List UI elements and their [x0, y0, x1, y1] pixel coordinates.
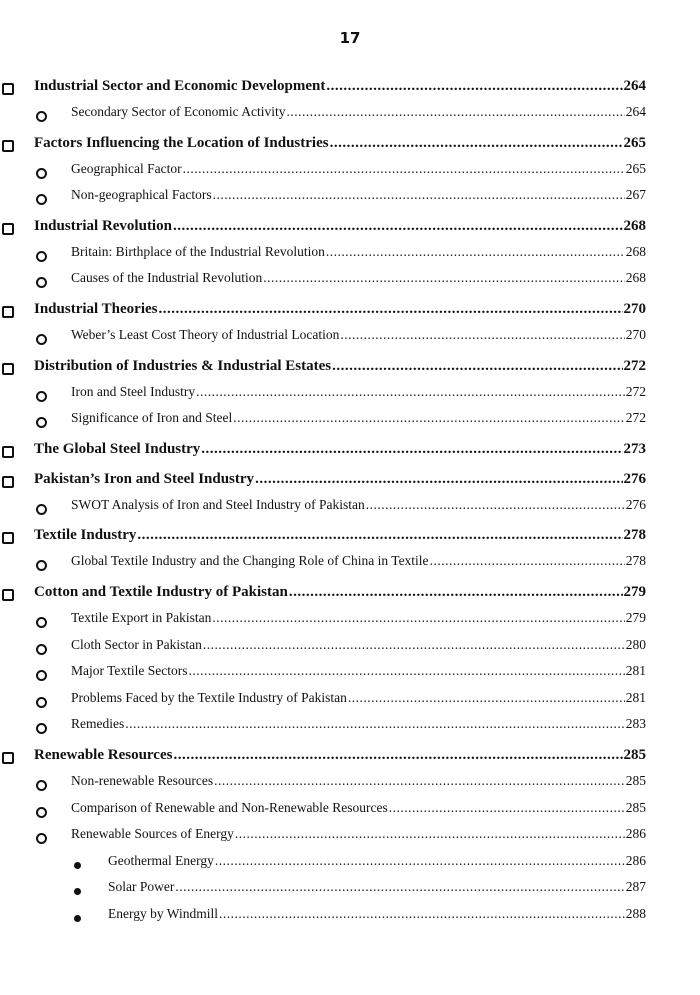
- toc-heading: [0, 747, 700, 773]
- circle-bullet-icon: [36, 670, 47, 681]
- toc-entry-title: Industrial Theories: [34, 300, 158, 317]
- circle-bullet-icon: [36, 780, 47, 791]
- dot-bullet-icon: [74, 915, 81, 922]
- toc-entry-title: Cotton and Textile Industry of Pakistan: [34, 583, 288, 600]
- toc-entry-page: 264: [625, 104, 646, 119]
- toc-subentry: [0, 553, 700, 580]
- square-bullet-icon: [2, 752, 14, 764]
- toc-entry-title: The Global Steel Industry: [34, 440, 201, 457]
- toc-subentry: [0, 826, 700, 853]
- circle-bullet-icon: [36, 560, 47, 571]
- toc-entry-page: 279: [623, 583, 646, 600]
- toc-entry-page: 268: [625, 270, 646, 286]
- toc-entry-page: 285: [625, 799, 646, 815]
- toc-entry-title: Global Textile Industry and the Changing Role of China in Textile: [71, 553, 429, 569]
- dot-leader: [173, 218, 623, 235]
- circle-bullet-icon: [36, 504, 47, 515]
- dot-leader: [348, 690, 625, 706]
- toc-entry-title: Energy by Windmill: [108, 905, 218, 921]
- dot-leader: [326, 78, 622, 95]
- toc-entry-page: 287: [625, 879, 646, 895]
- dot-leader: [326, 244, 625, 260]
- toc-entry-title: Non-geographical Factors: [71, 187, 212, 203]
- toc-entry-title: Industrial Revolution: [34, 217, 172, 234]
- dot-leader: [173, 747, 622, 764]
- dot-leader: [159, 301, 623, 318]
- toc-entry-title: Renewable Sources of Energy: [71, 826, 234, 842]
- toc-entry-page: 265: [625, 160, 646, 176]
- toc-entry-page: 267: [625, 187, 646, 203]
- toc-entry-title: Problems Faced by the Textile Industry of Pakistan: [71, 689, 347, 705]
- toc-subentry: [0, 637, 700, 664]
- toc-entry-title: Comparison of Renewable and Non-Renewable Resources: [71, 799, 388, 815]
- circle-bullet-icon: [36, 194, 47, 205]
- toc-entry-page: 285: [623, 746, 646, 763]
- square-bullet-icon: [2, 223, 14, 235]
- toc-subentry: [0, 800, 700, 827]
- toc-entry-page: 288: [625, 905, 646, 921]
- toc-heading: [0, 301, 700, 327]
- square-bullet-icon: [2, 83, 14, 95]
- dot-leader: [215, 853, 625, 869]
- dot-bullet-icon: [74, 888, 81, 895]
- toc-entry-title: Geothermal Energy: [108, 852, 214, 868]
- toc-entry-title: Industrial Sector and Economic Development: [34, 78, 326, 94]
- toc-entry-page: 270: [623, 300, 646, 317]
- dot-leader: [183, 161, 625, 177]
- dot-leader: [137, 527, 622, 544]
- dot-leader: [219, 906, 625, 922]
- toc-entry-page: 276: [623, 470, 646, 487]
- toc-entry-title: Textile Export in Pakistan: [71, 609, 212, 625]
- toc-subentry: [0, 610, 700, 637]
- dot-leader: [286, 104, 624, 120]
- toc-heading: [0, 471, 700, 497]
- toc-entry-title: Textile Industry: [34, 527, 137, 544]
- toc-entry-title: Major Textile Sectors: [71, 663, 188, 679]
- dot-leader: [213, 187, 625, 203]
- toc-subentry: [0, 410, 700, 437]
- dot-leader: [175, 879, 624, 895]
- toc-entry-page: 281: [625, 689, 646, 705]
- toc-subentry: [0, 244, 700, 271]
- toc-subentry: [0, 104, 700, 131]
- toc-entry-page: 270: [625, 326, 646, 342]
- circle-bullet-icon: [36, 111, 47, 122]
- circle-bullet-icon: [36, 417, 47, 428]
- toc-entry-page: 264: [623, 78, 646, 94]
- toc-subentry: [0, 187, 700, 214]
- circle-bullet-icon: [36, 723, 47, 734]
- toc-subsubentry: [0, 853, 700, 880]
- circle-bullet-icon: [36, 617, 47, 628]
- toc-entry-page: 272: [625, 410, 646, 426]
- dot-leader: [235, 826, 625, 842]
- toc-entry-title: Britain: Birthplace of the Industrial Revolution: [71, 243, 325, 259]
- dot-leader: [389, 800, 625, 816]
- page-number: 17: [339, 29, 361, 47]
- dot-leader: [125, 716, 625, 732]
- toc-entry-title: Factors Influencing the Location of Industries: [34, 134, 329, 151]
- toc-entry-title: Iron and Steel Industry: [71, 383, 196, 399]
- toc-subentry: [0, 663, 700, 690]
- circle-bullet-icon: [36, 697, 47, 708]
- toc-entry-title: Non-renewable Resources: [71, 772, 214, 788]
- toc-entry-page: 278: [623, 527, 646, 544]
- toc-subsubentry: [0, 906, 700, 933]
- square-bullet-icon: [2, 363, 14, 375]
- square-bullet-icon: [2, 476, 14, 488]
- toc-entry-title: Distribution of Industries & Industrial Estates: [34, 357, 332, 374]
- dot-leader: [430, 553, 625, 569]
- toc-heading: [0, 358, 700, 384]
- dot-bullet-icon: [74, 862, 81, 869]
- toc-entry-title: Weber’s Least Cost Theory of Industrial Location: [71, 326, 340, 342]
- circle-bullet-icon: [36, 251, 47, 262]
- toc-entry-page: 265: [623, 134, 646, 151]
- square-bullet-icon: [2, 532, 14, 544]
- toc-entry-page: 280: [625, 636, 646, 652]
- square-bullet-icon: [2, 140, 14, 152]
- toc-heading: [0, 584, 700, 610]
- toc-entry-title: Geographical Factor: [71, 160, 182, 176]
- dot-leader: [196, 384, 625, 400]
- toc-subentry: [0, 497, 700, 524]
- toc-heading: [0, 527, 700, 553]
- toc-entry-title: Pakistan’s Iron and Steel Industry: [34, 470, 255, 487]
- toc-entry-page: 279: [625, 609, 646, 625]
- circle-bullet-icon: [36, 277, 47, 288]
- toc-entry-page: 286: [625, 826, 646, 842]
- toc-subsubentry: [0, 879, 700, 906]
- dot-leader: [212, 610, 624, 626]
- table-of-contents: [0, 74, 700, 932]
- circle-bullet-icon: [36, 334, 47, 345]
- circle-bullet-icon: [36, 391, 47, 402]
- square-bullet-icon: [2, 306, 14, 318]
- toc-entry-title: Causes of the Industrial Revolution: [71, 270, 263, 286]
- dot-leader: [289, 584, 623, 601]
- toc-subentry: [0, 327, 700, 354]
- toc-heading: [0, 441, 700, 467]
- toc-subentry: [0, 270, 700, 297]
- toc-entry-title: Solar Power: [108, 879, 175, 895]
- circle-bullet-icon: [36, 644, 47, 655]
- toc-entry-title: SWOT Analysis of Iron and Steel Industry of Pakistan: [71, 496, 365, 512]
- toc-subentry: [0, 161, 700, 188]
- dot-leader: [189, 663, 625, 679]
- square-bullet-icon: [2, 446, 14, 458]
- toc-entry-page: 283: [625, 716, 646, 732]
- dot-leader: [203, 637, 625, 653]
- toc-entry-page: 276: [625, 496, 646, 512]
- dot-leader: [201, 441, 622, 458]
- toc-entry-page: 286: [625, 852, 646, 868]
- dot-leader: [366, 497, 625, 513]
- toc-entry-title: Significance of Iron and Steel: [71, 410, 233, 426]
- circle-bullet-icon: [36, 833, 47, 844]
- toc-entry-page: 285: [625, 772, 646, 788]
- toc-entry-page: 272: [623, 357, 646, 374]
- toc-entry-page: 278: [625, 553, 646, 569]
- toc-entry-title: Remedies: [71, 716, 125, 732]
- dot-leader: [255, 471, 622, 488]
- toc-subentry: [0, 690, 700, 717]
- toc-heading: [0, 218, 700, 244]
- toc-entry-page: 273: [623, 440, 646, 457]
- circle-bullet-icon: [36, 168, 47, 179]
- toc-subentry: [0, 716, 700, 743]
- toc-entry-page: 272: [625, 383, 646, 399]
- dot-leader: [330, 135, 623, 152]
- dot-leader: [233, 410, 625, 426]
- dot-leader: [263, 270, 625, 286]
- dot-leader: [214, 773, 625, 789]
- toc-entry-page: 281: [625, 663, 646, 679]
- dot-leader: [340, 327, 624, 343]
- toc-subentry: [0, 773, 700, 800]
- toc-entry-title: Secondary Sector of Economic Activity: [71, 104, 286, 119]
- dot-leader: [332, 358, 622, 375]
- toc-subentry: [0, 384, 700, 411]
- toc-heading: [0, 78, 700, 104]
- toc-heading: [0, 135, 700, 161]
- circle-bullet-icon: [36, 807, 47, 818]
- toc-entry-title: Cloth Sector in Pakistan: [71, 636, 202, 652]
- toc-entry-page: 268: [625, 243, 646, 259]
- square-bullet-icon: [2, 589, 14, 601]
- toc-entry-title: Renewable Resources: [34, 746, 173, 763]
- toc-entry-page: 268: [623, 217, 646, 234]
